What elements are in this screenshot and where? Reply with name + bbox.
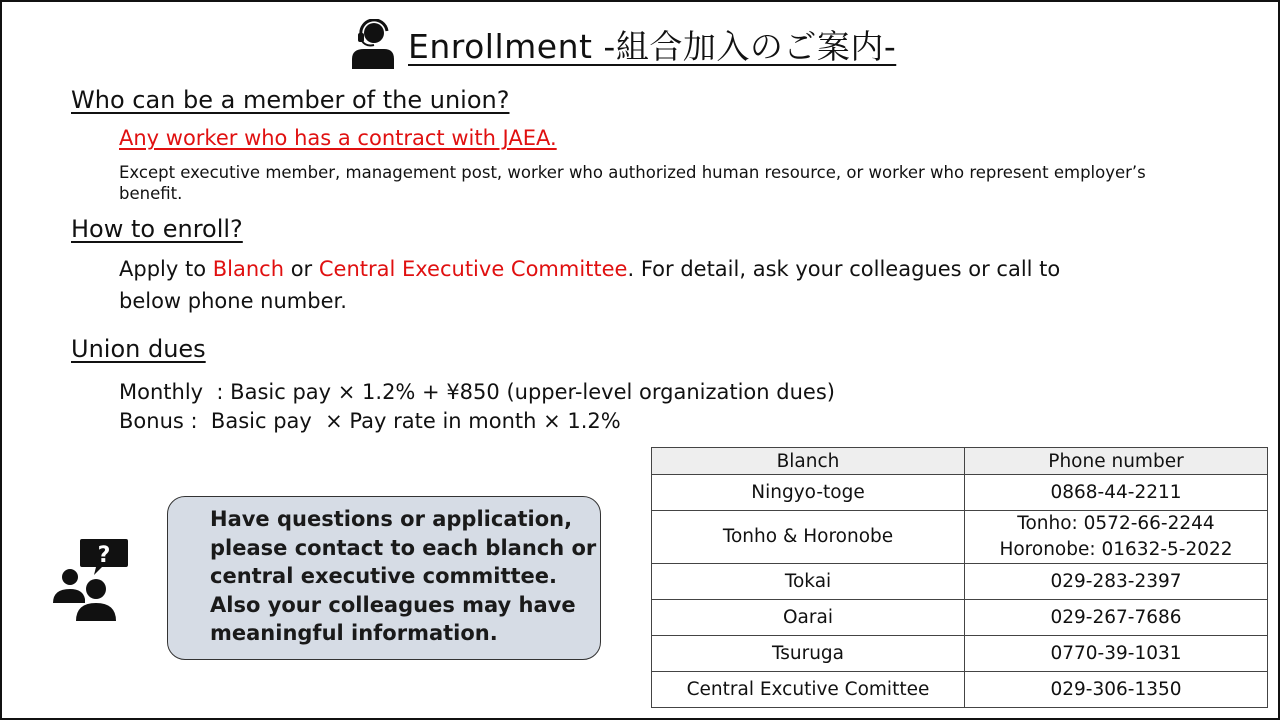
title-bar <box>350 18 896 70</box>
blanch-cell: Central Excutive Comittee <box>652 672 965 708</box>
blanch-cell: Oarai <box>652 600 965 636</box>
blanch-cell: Tonho & Horonobe <box>652 511 965 564</box>
committee-term: Central Executive Committee <box>318 257 628 281</box>
page-title: Enrollment -組合加入のご案内- <box>408 26 897 66</box>
table-row <box>652 600 1268 636</box>
enroll-suffix: . For detail, ask your colleagues or call to <box>627 257 1061 281</box>
phone-cell <box>965 511 1268 564</box>
people-question-icon <box>50 537 130 623</box>
heading-dues: Union dues <box>71 335 206 363</box>
heading-how: How to enroll? <box>71 215 243 243</box>
table-row <box>652 564 1268 600</box>
dues-block <box>119 378 835 436</box>
enroll-line-2: below phone number. <box>119 289 347 313</box>
blanch-cell: Tokai <box>652 564 965 600</box>
eligibility-answer: Any worker who has a contract with JAEA. <box>119 126 557 150</box>
enroll-line-1 <box>119 257 1060 281</box>
blanch-cell: Ningyo-toge <box>652 475 965 511</box>
dues-monthly: Monthly : Basic pay × 1.2% + ¥850 (upper-level organization dues) <box>119 380 835 404</box>
header-blanch: Blanch <box>652 448 965 475</box>
enroll-or: or <box>284 257 319 281</box>
svg-text:?: ? <box>97 543 111 568</box>
phone-cell: 029-306-1350 <box>965 672 1268 708</box>
table-row <box>652 636 1268 672</box>
support-agent-icon <box>350 19 394 69</box>
table-header-row <box>652 448 1268 475</box>
contact-callout-text: Have questions or application, please contact to each blanch or central executive committee. Also your colleagues may have meaningful information. <box>210 507 597 645</box>
enroll-prefix: Apply to <box>119 257 213 281</box>
blanch-cell: Tsuruga <box>652 636 965 672</box>
dues-bonus: Bonus : Basic pay × Pay rate in month × 1.2% <box>119 409 621 433</box>
phone-table <box>651 447 1268 708</box>
heading-who: Who can be a member of the union? <box>71 86 510 114</box>
table-row <box>652 511 1268 564</box>
table-row <box>652 475 1268 511</box>
phone-tonho: Tonho: 0572-66-2244 <box>1017 513 1215 534</box>
phone-cell: 029-267-7686 <box>965 600 1268 636</box>
eligibility-note: Except executive member, management post, worker who authorized human resource, or worker who represent employer’s benefit. <box>119 163 1146 203</box>
phone-cell: 0770-39-1031 <box>965 636 1268 672</box>
table-row <box>652 672 1268 708</box>
phone-horonobe: Horonobe: 01632-5-2022 <box>999 539 1233 560</box>
blanch-term: Blanch <box>212 257 285 281</box>
header-phone: Phone number <box>965 448 1268 475</box>
phone-cell: 029-283-2397 <box>965 564 1268 600</box>
phone-cell: 0868-44-2211 <box>965 475 1268 511</box>
